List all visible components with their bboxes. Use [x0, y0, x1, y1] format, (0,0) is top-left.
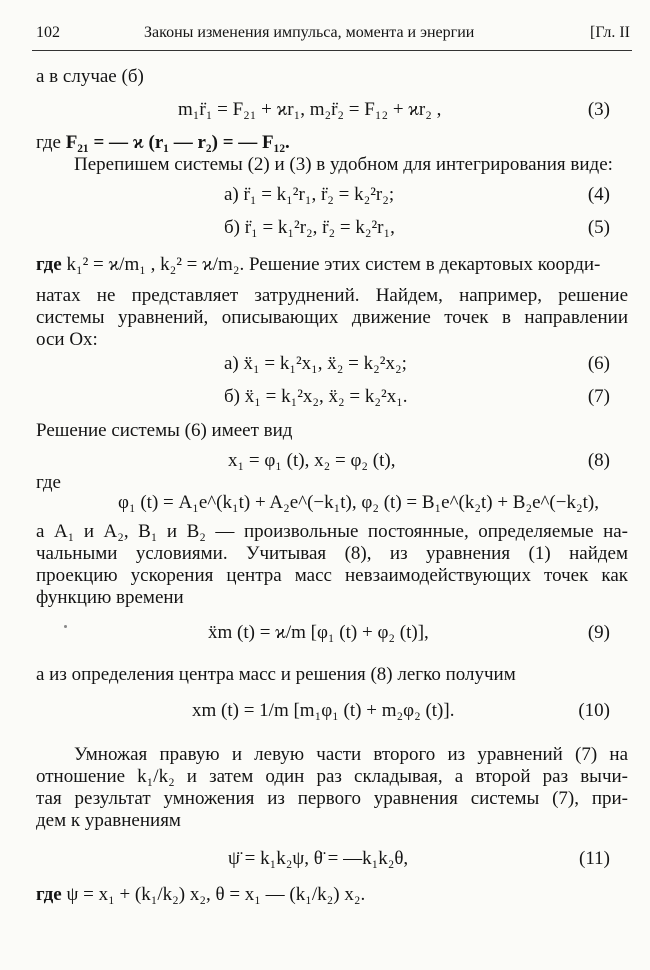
equation-number-8: (8) — [587, 450, 610, 471]
where-word: где — [36, 884, 62, 905]
print-speck — [64, 625, 67, 628]
equation-11-text: ψ̈ = k₁k₂ψ, θ̈ = —k₁k₂θ, — [228, 848, 409, 869]
text-line — [36, 132, 628, 154]
text-line: Решение системы (6) имеет вид — [36, 420, 293, 441]
equation-3-text: m₁r̈₁ = F₂₁ + ϰr₁, m₂r̈₂ = F₁₂ + ϰr₂ , — [178, 99, 442, 120]
psi-theta-definitions: ψ = x₁ + (k₁/k₂) x₂, θ = x₁ — (k₁/k₂) x₂. — [66, 884, 366, 905]
text-line: тая результат умножения из первого уравнения системы (7), при- — [36, 788, 628, 809]
equation-number-9: (9) — [587, 622, 610, 643]
equation-10-text: xm (t) = 1/m [m₁φ₁ (t) + m₂φ₂ (t)]. — [192, 700, 455, 721]
text-line: дем к уравнениям — [36, 810, 181, 831]
text-line: натах не представляет затруднений. Найдем, например, решение — [36, 285, 628, 306]
page-number: 102 — [36, 24, 60, 41]
page-header — [36, 24, 630, 48]
equation-4-text: а) r̈₁ = k₁²r₁, r̈₂ = k₂²r₂; — [224, 184, 395, 205]
equation-5-text: б) r̈₁ = k₁²r₂, r̈₂ = k₂²r₁, — [224, 217, 395, 238]
equation-8 — [228, 450, 395, 472]
equation-9-text: ẍm (t) = ϰ/m [φ₁ (t) + φ₂ (t)], — [208, 622, 429, 643]
equation-6 — [224, 353, 407, 375]
equation-number-5: (5) — [587, 217, 610, 238]
header-rule — [32, 50, 632, 51]
text-line: функцию времени — [36, 587, 184, 608]
equation-number-11: (11) — [579, 848, 610, 869]
where-word: где — [36, 254, 62, 275]
text-line: системы уравнений, описывающих движение точек в направлении — [36, 307, 628, 328]
equation-10 — [192, 700, 454, 722]
text-line: оси Ox: — [36, 329, 98, 350]
text-line: а A₁ и A₂, B₁ и B₂ — произвольные постоянные, определяемые на- — [36, 521, 628, 542]
text-line: а из определения центра масс и решения (8) легко получим — [36, 664, 516, 685]
force-identity: F₂₁ = — ϰ (r₁ — r₂) = — F₁₂. — [65, 132, 290, 153]
text-line: проекцию ускорения центра масс невзаимодействующих точек как — [36, 565, 628, 586]
equation-7-text: б) ẍ₁ = k₁²x₂, ẍ₂ = k₂²x₁. — [224, 386, 408, 407]
k-definitions: k₁² = ϰ/m₁ , k₂² = ϰ/m₂ — [66, 254, 240, 275]
equation-3 — [178, 99, 441, 121]
phi-definitions — [118, 492, 599, 514]
equation-number-3: (3) — [587, 99, 610, 120]
equation-9 — [208, 622, 429, 644]
equation-number-6: (6) — [587, 353, 610, 374]
text-fragment: . Решение этих систем в декартовых коорди- — [239, 254, 601, 275]
text-line: а в случае (б) — [36, 66, 144, 87]
text-line: Умножая правую и левую части второго из уравнений (7) на — [74, 744, 628, 765]
text-line: отношение k₁/k₂ и затем один раз складывая, а второй раз вычи- — [36, 766, 628, 787]
where-word: где — [36, 132, 61, 153]
equation-8-text: x₁ = φ₁ (t), x₂ = φ₂ (t), — [228, 450, 396, 471]
text-line — [36, 254, 628, 276]
equation-number-7: (7) — [587, 386, 610, 407]
text-line: Перепишем системы (2) и (3) в удобном для интегрирования виде: — [74, 154, 613, 175]
text-line — [36, 884, 628, 906]
text-line: чальными условиями. Учитывая (8), из уравнения (1) найдем — [36, 543, 628, 564]
equation-11 — [228, 848, 408, 870]
equation-5 — [224, 217, 395, 239]
text-line: где — [36, 472, 61, 493]
running-title: Законы изменения импульса, момента и энергии — [144, 24, 475, 41]
equation-6-text: а) ẍ₁ = k₁²x₁, ẍ₂ = k₂²x₂; — [224, 353, 407, 374]
chapter-label: [Гл. II — [589, 24, 630, 41]
equation-number-4: (4) — [587, 184, 610, 205]
equation-4 — [224, 184, 394, 206]
equation-number-10: (10) — [578, 700, 610, 721]
equation-7 — [224, 386, 408, 408]
phi-definitions-text: φ₁ (t) = A₁e^(k₁t) + A₂e^(−k₁t), φ₂ (t) = B₁e^(k₂t) + B₂e^(−k₂t), — [118, 492, 599, 513]
